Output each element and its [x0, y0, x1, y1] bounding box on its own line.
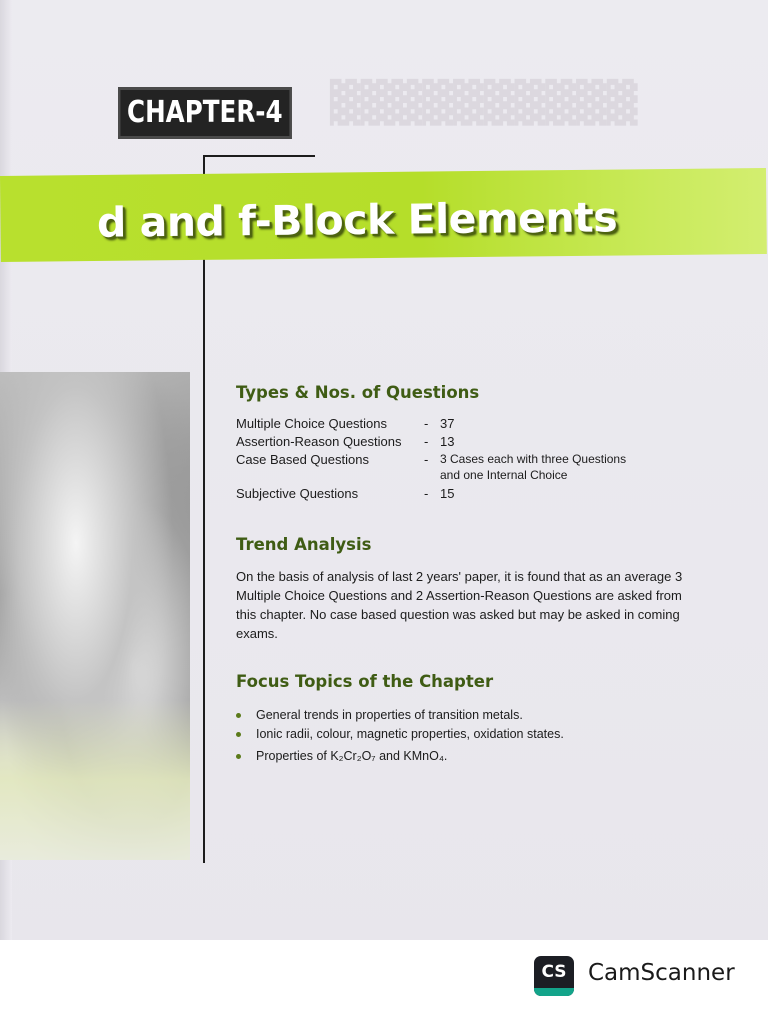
question-type-label: Assertion-Reason Questions	[236, 434, 402, 449]
question-type-label: Multiple Choice Questions	[236, 416, 388, 431]
chapter-title: d and f-Block Elements	[96, 193, 618, 247]
question-dash: -	[424, 486, 429, 501]
bullet-icon	[236, 754, 241, 759]
chapter-overview	[222, 370, 722, 770]
horizontal-rule	[203, 155, 315, 157]
focus-topic-text: Ionic radii, colour, magnetic properties, oxidation states.	[256, 727, 564, 741]
vertical-rule	[203, 155, 205, 863]
show-through-heading: ▓▓▓▓▓▓▓▓▓▓	[330, 80, 638, 126]
question-count: 37	[440, 416, 455, 431]
question-count: 3 Cases each with three Questions	[440, 452, 627, 466]
questions-section-title: Types & Nos. of Questions	[236, 383, 480, 402]
question-dash: -	[424, 452, 429, 467]
camscanner-logo-text: CS	[541, 962, 567, 982]
question-type-label: Case Based Questions	[236, 452, 369, 467]
camscanner-logo-icon	[534, 956, 574, 996]
question-count: 13	[440, 434, 455, 449]
trend-section-title: Trend Analysis	[236, 535, 372, 554]
focus-section-title: Focus Topics of the Chapter	[236, 672, 494, 691]
chapter-label: CHAPTER-4	[118, 87, 292, 139]
focus-topic-text: General trends in properties of transition metals.	[256, 708, 523, 722]
question-count: 15	[440, 486, 455, 501]
trend-paragraph: On the basis of analysis of last 2 years' paper, it is found that as an average 3 Multiple Choice Questions and 2 Assertion-Reason Questions are asked from this chapter. No case based question was asked but may be asked in coming exams.	[236, 569, 683, 641]
question-dash: -	[424, 416, 429, 431]
question-count: and one Internal Choice	[440, 468, 568, 482]
question-type-label: Subjective Questions	[236, 486, 359, 501]
camscanner-name: CamScanner	[588, 960, 735, 986]
bullet-icon	[236, 713, 241, 718]
camscanner-logo-bar	[534, 988, 574, 996]
question-dash: -	[424, 434, 429, 449]
focus-topic-text: Properties of K₂Cr₂O₇ and KMnO₄.	[256, 749, 448, 763]
photo-fade-overlay	[0, 700, 190, 860]
bullet-icon	[236, 732, 241, 737]
